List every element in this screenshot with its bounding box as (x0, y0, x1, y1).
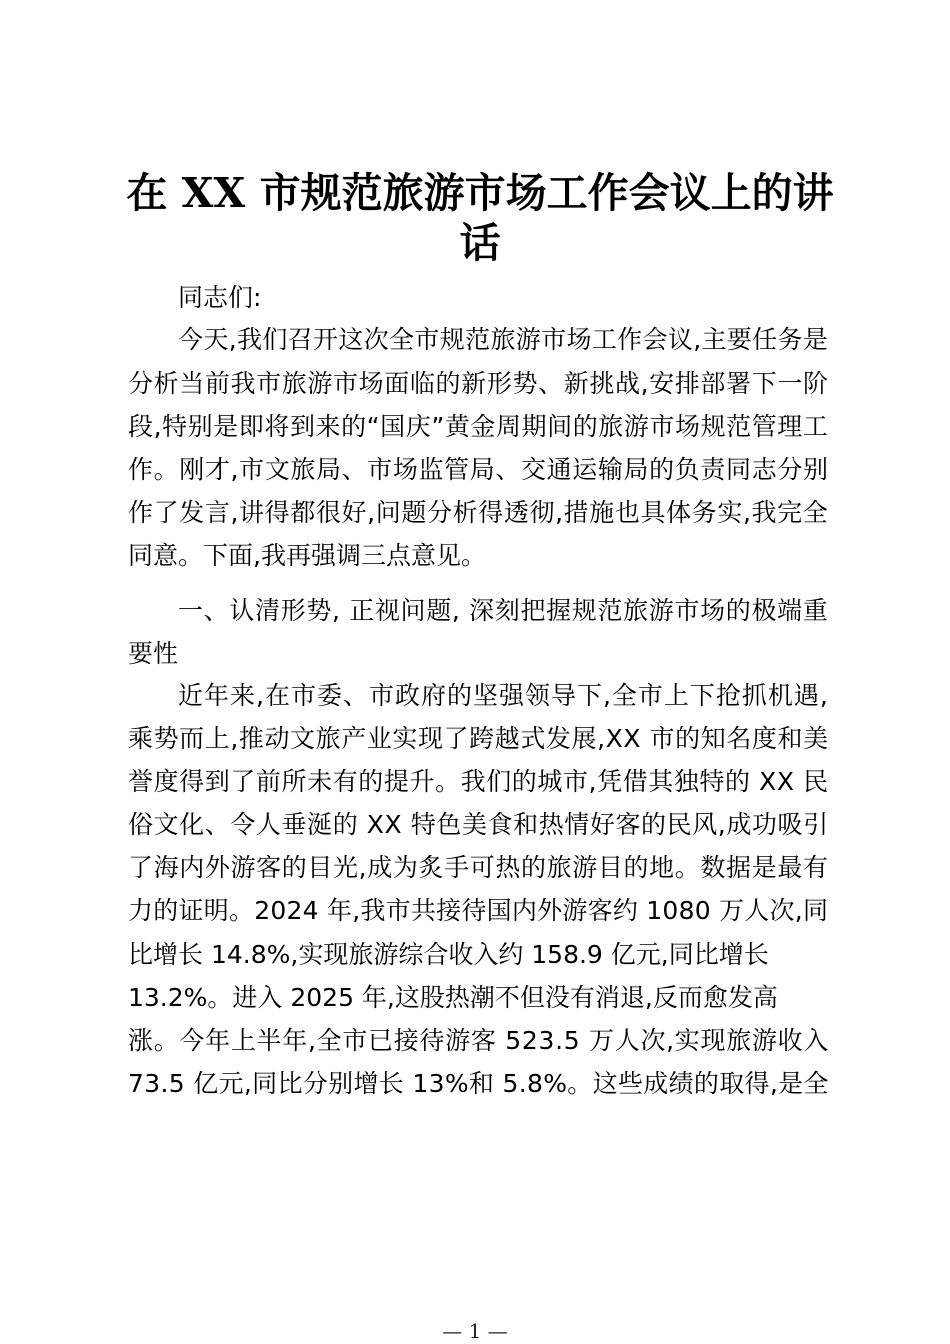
body-text-line: 13.2%。进入 2025 年,这股热潮不但没有消退,反而愈发高 (128, 983, 778, 1012)
section-heading-line: 一、认清形势, 正视问题, 深刻把握规范旅游市场的极端重 (178, 596, 829, 625)
body-text-line: 力的证明。2024 年,我市共接待国内外游客约 1080 万人次,同 (128, 896, 829, 925)
body-text-line: 比增长 14.8%,实现旅游综合收入约 158.9 亿元,同比增长 (128, 940, 769, 969)
section-heading-line: 要性 (128, 639, 179, 668)
body-text-line: 誉度得到了前所未有的提升。我们的城市,凭借其独特的 XX 民 (128, 767, 829, 796)
body-text-line: 涨。今年上半年,全市已接待游客 523.5 万人次,实现旅游收入 (128, 1026, 830, 1055)
body-text-line: 近年来,在市委、市政府的坚强领导下,全市上下抢抓机遇, (178, 681, 829, 710)
salutation: 同志们: (178, 283, 262, 312)
body-text-line: 作了发言,讲得都很好,问题分析得透彻,措施也具体务实,我完全 (128, 498, 829, 527)
body-text-line: 73.5 亿元,同比分别增长 13%和 5.8%。这些成绩的取得,是全 (128, 1069, 829, 1098)
body-text-line: 乘势而上,推动文旅产业实现了跨越式发展,XX 市的知名度和美 (128, 724, 829, 753)
body-text-line: 同意。下面,我再强调三点意见。 (128, 541, 486, 570)
body-text-line: 分析当前我市旅游市场面临的新形势、新挑战,安排部署下一阶 (128, 369, 829, 398)
document-title-line-2: 话 (459, 219, 501, 267)
body-text-line: 作。刚才,市文旅局、市场监管局、交通运输局的负责同志分别 (128, 455, 829, 484)
page-number: — 1 — (442, 1319, 508, 1343)
body-text-line: 了海内外游客的目光,成为炙手可热的旅游目的地。数据是最有 (128, 853, 829, 882)
body-text-line: 俗文化、令人垂涎的 XX 特色美食和热情好客的民风,成功吸引 (128, 810, 829, 839)
body-text-line: 段,特别是即将到来的“国庆”黄金周期间的旅游市场规范管理工 (128, 412, 829, 441)
document-title-line-1: 在 XX 市规范旅游市场工作会议上的讲 (126, 169, 834, 217)
body-text-line: 今天,我们召开这次全市规范旅游市场工作会议,主要任务是 (178, 325, 829, 354)
